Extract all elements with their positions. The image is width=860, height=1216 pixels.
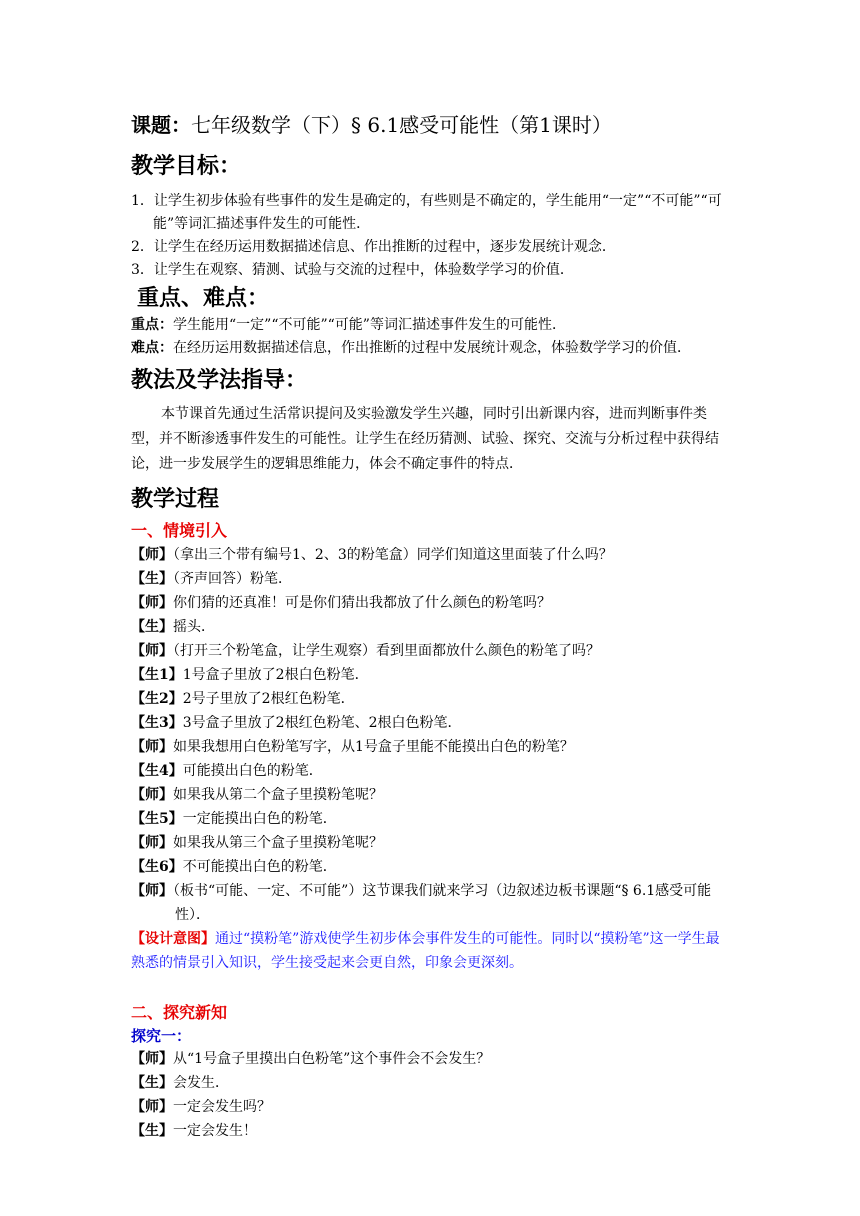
objective-item: 1．让学生初步体验有些事件的发生是确定的，有些则是不确定的，学生能用“一定”“不可能”“可能”等词汇描述事件发生的可能性． — [131, 193, 722, 232]
dialogue-text: 会发生． — [173, 1075, 229, 1091]
dialogue-line — [131, 735, 731, 759]
objectives-list — [131, 190, 731, 282]
dialogue-text: 一定能摸出白色的粉笔． — [182, 811, 337, 827]
methods-text: 本节课首先通过生活常识提问及实验激发学生兴趣，同时引出新课内容，进而判断事件类型，并不断渗透事件发生的可能性。让学生在经历猜测、试验、探究、交流与分析过程中获得结论，进一步发展学生的逻辑思维能力，体会不确定事件的特点． — [131, 406, 719, 472]
speaker-label: 【师】 — [131, 883, 173, 899]
dialogue-text: 如果我想用白色粉笔写字，从1号盒子里能不能摸出白色的粉笔？ — [173, 739, 574, 755]
dialogue-line — [131, 759, 731, 783]
design-intent — [131, 927, 731, 975]
dialogue-text: 可能摸出白色的粉笔． — [182, 763, 323, 779]
difficult-label: 难点： — [131, 340, 173, 356]
section1-dialogue — [131, 543, 731, 927]
section2-dialogue — [131, 1047, 731, 1143]
dialogue-line — [131, 855, 731, 879]
dialogue-text: （齐声回答）粉笔． — [173, 571, 292, 587]
key-text: 学生能用“一定”“不可能”“可能”等词汇描述事件发生的可能性． — [173, 317, 566, 333]
document-content — [131, 110, 731, 1143]
dialogue-text: （打开三个粉笔盒，让学生观察）看到里面都放什么颜色的粉笔了吗？ — [173, 643, 600, 659]
dialogue-line — [131, 663, 731, 687]
dialogue-line — [131, 687, 731, 711]
title-text: 七年级数学（下）§ 6.1感受可能性（第1课时） — [191, 113, 612, 137]
speaker-label: 【生1】 — [131, 667, 183, 683]
speaker-label: 【师】 — [131, 835, 173, 851]
dialogue-text: 1号盒子里放了2根白色粉笔． — [182, 667, 369, 683]
speaker-label: 【生】 — [131, 1123, 173, 1139]
dialogue-line — [131, 1047, 731, 1071]
speaker-label: 【生】 — [131, 619, 173, 635]
dialogue-text: 3号盒子里放了2根红色粉笔、2根白色粉笔． — [182, 715, 462, 731]
dialogue-text: 如果我从第二个盒子里摸粉笔呢？ — [173, 787, 383, 803]
objectives-heading: 教学目标： — [131, 154, 242, 179]
design-text: 通过“摸粉笔”游戏使学生初步体会事件发生的可能性。同时以“摸粉笔”这一学生最熟悉的情景引入知识，学生接受起来会更自然，印象会更深刻。 — [131, 931, 720, 971]
section1-title: 一、情境引入 — [131, 521, 228, 540]
title-label: 课题： — [131, 113, 191, 137]
dialogue-line — [131, 567, 731, 591]
speaker-label: 【师】 — [131, 547, 173, 563]
section2-title: 二、探究新知 — [131, 1003, 228, 1022]
dialogue-text: 一定会发生吗？ — [173, 1099, 271, 1115]
speaker-label: 【生5】 — [131, 811, 183, 827]
dialogue-text: 2号子里放了2根红色粉笔． — [182, 691, 355, 707]
dialogue-text: 你们猜的还真准！可是你们猜出我都放了什么颜色的粉笔吗？ — [173, 595, 551, 611]
key-point — [131, 314, 731, 337]
dialogue-line — [131, 783, 731, 807]
dialogue-line — [131, 1071, 731, 1095]
objective-item: 2．让学生在经历运用数据描述信息、作出推断的过程中，逐步发展统计观念． — [131, 239, 616, 255]
dialogue-line — [131, 639, 731, 663]
dialogue-text: 一定会发生！ — [173, 1123, 257, 1139]
dialogue-line — [131, 879, 731, 927]
speaker-label: 【生】 — [131, 571, 173, 587]
speaker-label: 【生4】 — [131, 763, 183, 779]
key-label: 重点： — [131, 317, 173, 333]
dialogue-text: 摇头． — [173, 619, 215, 635]
speaker-label: 【生6】 — [131, 859, 183, 875]
speaker-label: 【生3】 — [131, 715, 183, 731]
objective-item: 3．让学生在观察、猜测、试验与交流的过程中，体验数学学习的价值． — [131, 262, 574, 278]
dialogue-line — [131, 831, 731, 855]
speaker-label: 【师】 — [131, 1051, 173, 1067]
speaker-label: 【生】 — [131, 1075, 173, 1091]
speaker-label: 【师】 — [131, 1099, 173, 1115]
section2-subtitle: 探究一： — [131, 1027, 192, 1045]
speaker-label: 【生2】 — [131, 691, 183, 707]
dialogue-line — [131, 615, 731, 639]
dialogue-text: 如果我从第三个盒子里摸粉笔呢？ — [173, 835, 383, 851]
key-points-heading: 重点、难点： — [137, 286, 270, 311]
dialogue-line — [131, 543, 731, 567]
dialogue-line — [131, 807, 731, 831]
dialogue-line — [131, 591, 731, 615]
speaker-label: 【师】 — [131, 595, 173, 611]
difficult-text: 在经历运用数据描述信息，作出推断的过程中发展统计观念，体验数学学习的价值． — [173, 340, 691, 356]
difficult-point — [131, 337, 731, 360]
dialogue-line — [131, 1095, 731, 1119]
design-label: 【设计意图】 — [131, 931, 215, 947]
process-heading: 教学过程 — [131, 487, 220, 512]
methods-heading: 教法及学法指导： — [131, 368, 308, 393]
dialogue-line — [131, 711, 731, 735]
speaker-label: 【师】 — [131, 739, 173, 755]
dialogue-line — [131, 1119, 731, 1143]
dialogue-text: （拿出三个带有编号1、2、3的粉笔盒）同学们知道这里面装了什么吗？ — [173, 547, 613, 563]
lesson-title — [131, 110, 731, 140]
speaker-label: 【师】 — [131, 643, 173, 659]
dialogue-text: （板书“可能、一定、不可能”）这节课我们就来学习（边叙述边板书课题“§ 6.1感受可能性）． — [173, 883, 712, 923]
dialogue-text: 不可能摸出白色的粉笔． — [182, 859, 337, 875]
dialogue-text: 从“1号盒子里摸出白色粉笔”这个事件会不会发生？ — [173, 1051, 491, 1067]
speaker-label: 【师】 — [131, 787, 173, 803]
